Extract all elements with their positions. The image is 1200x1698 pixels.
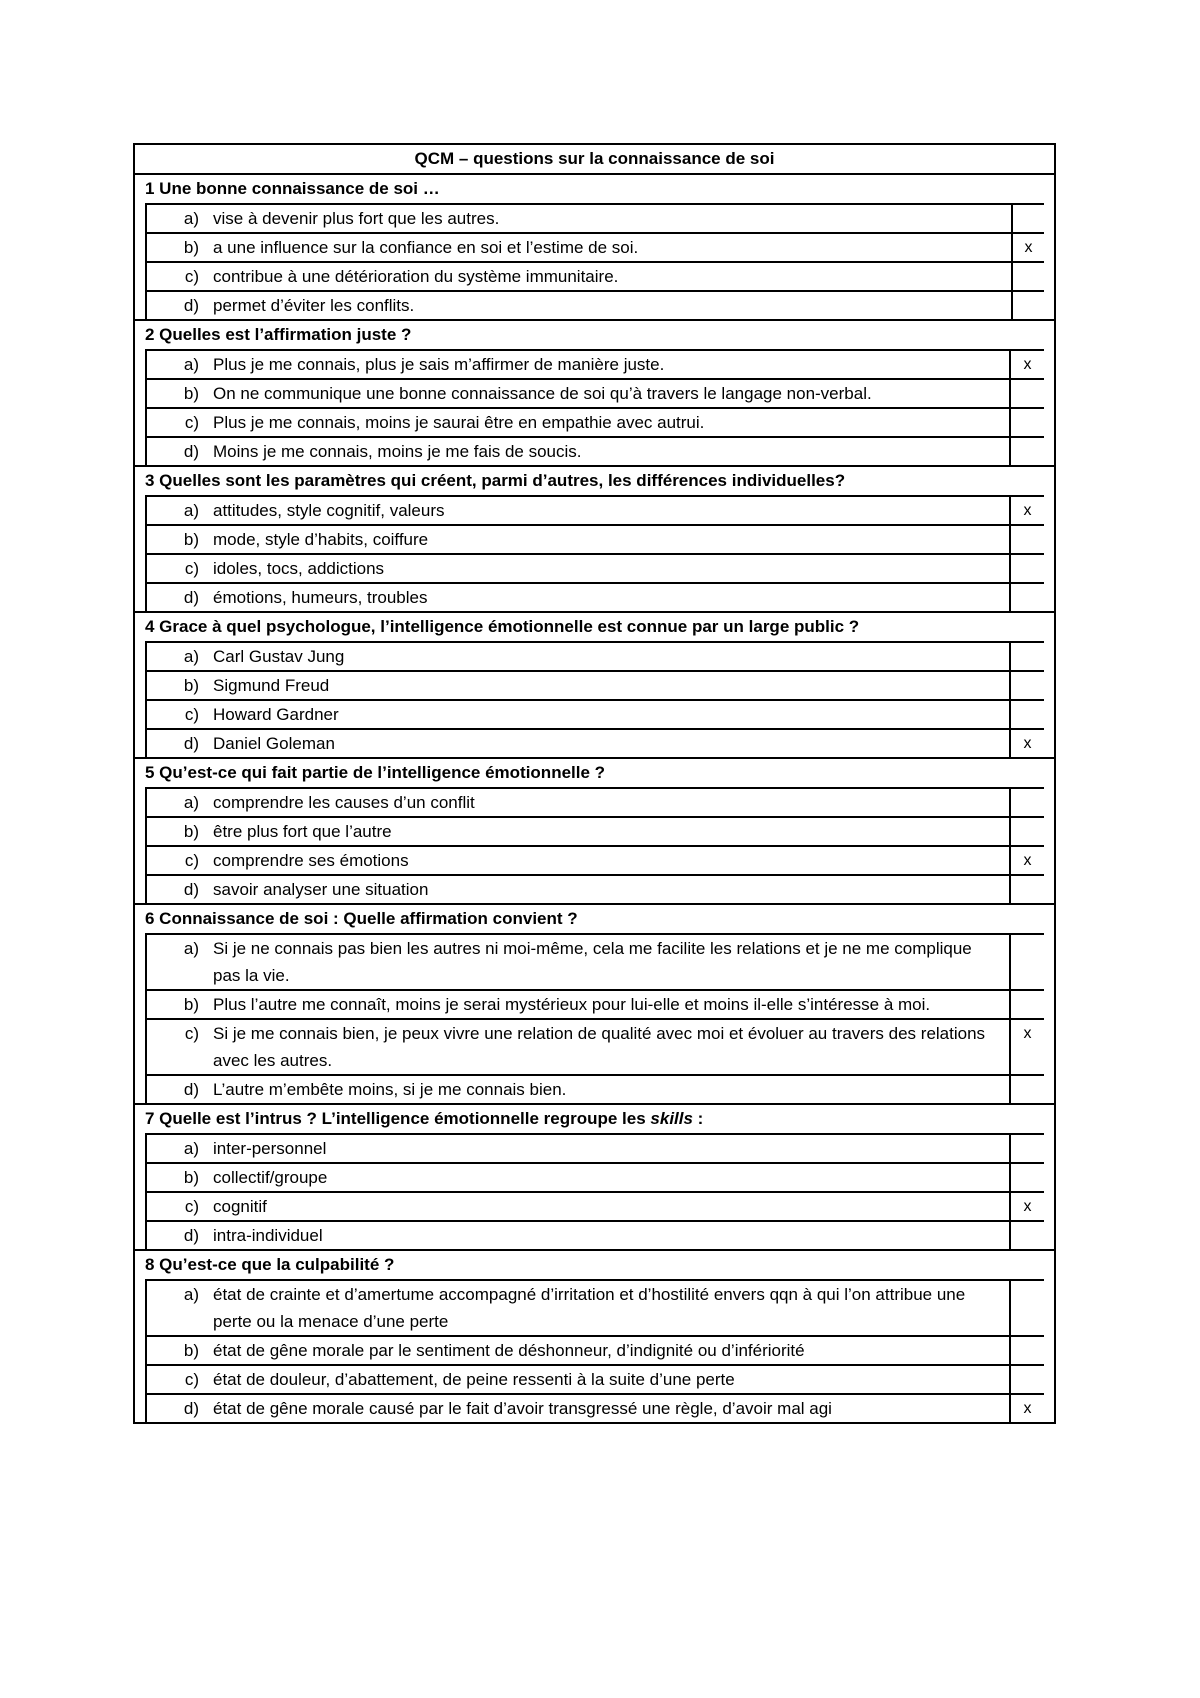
answer-text: état de douleur, d’abattement, de peine ressenti à la suite d’une perte	[213, 1370, 735, 1389]
question-heading	[135, 1105, 1054, 1133]
answer-row	[145, 380, 1044, 409]
answer-row	[145, 876, 1044, 903]
answer-letter: c)	[184, 705, 199, 724]
question-heading: 6 Connaissance de soi : Quelle affirmation convient ?	[145, 909, 578, 928]
answer-text: Moins je me connais, moins je me fais de soucis.	[213, 442, 582, 461]
answer-letter: d)	[183, 1226, 199, 1245]
answer-letter: b)	[183, 1168, 199, 1187]
answer-letter: b)	[183, 995, 199, 1014]
qcm-table	[133, 143, 1056, 1424]
answer-row	[145, 1395, 1044, 1422]
answer-checkbox[interactable]	[1009, 643, 1044, 670]
answer-text: savoir analyser une situation	[213, 880, 429, 899]
answer-checkbox[interactable]	[1009, 526, 1044, 553]
answer-row	[145, 789, 1044, 818]
answer-row	[145, 1164, 1044, 1193]
answer-letter: a)	[183, 501, 199, 520]
answer-checkbox[interactable]: x	[1009, 497, 1044, 524]
answer-text: collectif/groupe	[213, 1168, 328, 1187]
answer-row	[145, 205, 1044, 234]
question-block	[135, 1105, 1054, 1251]
answer-row	[145, 847, 1044, 876]
answer-letter: a)	[183, 939, 199, 958]
answer-letter: b)	[183, 238, 199, 257]
answer-row	[145, 438, 1044, 465]
answer-checkbox[interactable]	[1011, 263, 1044, 290]
answer-letter: c)	[184, 1024, 199, 1043]
answer-text: comprendre ses émotions	[213, 851, 409, 870]
answer-text: idoles, tocs, addictions	[213, 559, 385, 578]
answer-row	[145, 1366, 1044, 1395]
answer-row	[145, 672, 1044, 701]
question-heading: 4 Grace à quel psychologue, l’intelligence émotionnelle est connue par un large public ?	[145, 617, 860, 636]
answer-letter: a)	[183, 647, 199, 666]
answer-letter: b)	[183, 822, 199, 841]
question-block	[135, 759, 1054, 905]
answer-row	[145, 584, 1044, 611]
question-block	[135, 1251, 1054, 1422]
answer-list	[145, 787, 1044, 903]
question-heading: 3 Quelles sont les paramètres qui créent, parmi d’autres, les différences individuelles?	[145, 471, 846, 490]
answer-checkbox[interactable]: x	[1011, 234, 1044, 261]
answer-row	[145, 1337, 1044, 1366]
answer-checkbox[interactable]	[1009, 438, 1044, 465]
answer-text: Daniel Goleman	[213, 734, 335, 753]
answer-checkbox[interactable]	[1009, 1135, 1044, 1162]
answer-text: état de gêne morale par le sentiment de déshonneur, d’indignité ou d’infériorité	[213, 1341, 805, 1360]
answer-text: Si je ne connais pas bien les autres ni moi-même, cela me facilite les relations et je ne me complique pas la vie.	[213, 939, 972, 985]
answer-letter: d)	[183, 588, 199, 607]
answer-letter: d)	[183, 442, 199, 461]
answer-checkbox[interactable]	[1009, 1337, 1044, 1364]
answer-letter: d)	[183, 734, 199, 753]
answer-checkbox[interactable]	[1009, 935, 1044, 989]
answer-checkbox[interactable]: x	[1009, 351, 1044, 378]
answer-text: Plus je me connais, moins je saurai être en empathie avec autrui.	[213, 413, 705, 432]
answer-checkbox[interactable]	[1009, 789, 1044, 816]
answer-list	[145, 495, 1044, 611]
answer-checkbox[interactable]	[1009, 1222, 1044, 1249]
answer-letter: d)	[183, 296, 199, 315]
answer-text: Si je me connais bien, je peux vivre une relation de qualité avec moi et évoluer au travers des relations avec les autres.	[213, 1024, 986, 1070]
answer-checkbox[interactable]	[1009, 818, 1044, 845]
answer-letter: c)	[184, 559, 199, 578]
answer-row	[145, 351, 1044, 380]
answer-checkbox[interactable]	[1009, 672, 1044, 699]
answer-text: Sigmund Freud	[213, 676, 330, 695]
answer-checkbox[interactable]	[1009, 876, 1044, 903]
answer-text: contribue à une détérioration du système immunitaire.	[213, 267, 619, 286]
question-block	[135, 175, 1054, 321]
answer-letter: c)	[184, 1197, 199, 1216]
answer-checkbox[interactable]	[1009, 1076, 1044, 1103]
answer-row	[145, 234, 1044, 263]
answer-text: état de crainte et d’amertume accompagné d’irritation et d’hostilité envers qqn à qui l’on attribue une perte ou la menace d’une perte	[213, 1285, 966, 1331]
answer-row	[145, 409, 1044, 438]
answer-checkbox[interactable]	[1011, 292, 1044, 319]
answer-list	[145, 203, 1044, 319]
answer-row	[145, 818, 1044, 847]
answer-row	[145, 643, 1044, 672]
page-title: QCM – questions sur la connaissance de soi	[135, 145, 1054, 175]
question-heading-part: 7 Quelle est l’intrus ? L’intelligence émotionnelle regroupe les	[145, 1109, 651, 1128]
answer-text: cognitif	[213, 1197, 267, 1216]
answer-row	[145, 1076, 1044, 1103]
answer-row	[145, 991, 1044, 1020]
answer-list	[145, 1279, 1044, 1422]
answer-text: inter-personnel	[213, 1139, 327, 1158]
answer-checkbox[interactable]	[1011, 205, 1044, 232]
answer-checkbox[interactable]	[1009, 380, 1044, 407]
answer-text: permet d’éviter les conflits.	[213, 296, 415, 315]
answer-letter: b)	[183, 1341, 199, 1360]
question-heading: 5 Qu’est-ce qui fait partie de l’intelligence émotionnelle ?	[145, 763, 606, 782]
answer-row	[145, 1135, 1044, 1164]
question-heading: 1 Une bonne connaissance de soi …	[145, 179, 440, 198]
answer-checkbox[interactable]: x	[1009, 847, 1044, 874]
answer-text: être plus fort que l’autre	[213, 822, 392, 841]
answer-checkbox[interactable]	[1009, 584, 1044, 611]
question-heading: 2 Quelles est l’affirmation juste ?	[145, 325, 412, 344]
answer-text: Plus l’autre me connaît, moins je serai mystérieux pour lui-elle et moins il-elle s’intéresse à moi.	[213, 995, 931, 1014]
answer-row	[145, 730, 1044, 757]
answer-row	[145, 701, 1044, 730]
answer-text: attitudes, style cognitif, valeurs	[213, 501, 445, 520]
answer-checkbox[interactable]	[1009, 555, 1044, 582]
answer-checkbox[interactable]	[1009, 991, 1044, 1018]
answer-letter: b)	[183, 384, 199, 403]
answer-letter: d)	[183, 1080, 199, 1099]
answer-letter: c)	[184, 413, 199, 432]
answer-text: mode, style d’habits, coiffure	[213, 530, 429, 549]
answer-letter: a)	[183, 355, 199, 374]
answer-row	[145, 935, 1044, 991]
answer-text: vise à devenir plus fort que les autres.	[213, 209, 500, 228]
answer-text: comprendre les causes d’un conflit	[213, 793, 475, 812]
answer-letter: a)	[183, 209, 199, 228]
answer-text: émotions, humeurs, troubles	[213, 588, 428, 607]
answer-checkbox[interactable]: x	[1009, 1193, 1044, 1220]
answer-checkbox[interactable]: x	[1009, 1020, 1044, 1074]
answer-text: Howard Gardner	[213, 705, 339, 724]
answer-text: Carl Gustav Jung	[213, 647, 345, 666]
question-heading-part: :	[692, 1109, 704, 1128]
answer-text: a une influence sur la confiance en soi et l’estime de soi.	[213, 238, 639, 257]
answer-checkbox[interactable]	[1009, 701, 1044, 728]
answer-row	[145, 1193, 1044, 1222]
question-block	[135, 613, 1054, 759]
answer-text: On ne communique une bonne connaissance de soi qu’à travers le langage non-verbal.	[213, 384, 872, 403]
question-heading-italic: skills	[650, 1109, 693, 1128]
answer-row	[145, 555, 1044, 584]
answer-list	[145, 349, 1044, 465]
answer-list	[145, 933, 1044, 1103]
answer-row	[145, 1281, 1044, 1337]
answer-text: état de gêne morale causé par le fait d’avoir transgressé une règle, d’avoir mal agi	[213, 1399, 832, 1418]
answer-letter: d)	[183, 880, 199, 899]
answer-letter: a)	[183, 1139, 199, 1158]
answer-text: L’autre m’embête moins, si je me connais bien.	[213, 1080, 567, 1099]
question-list	[135, 175, 1054, 1422]
answer-letter: c)	[184, 267, 199, 286]
question-block	[135, 467, 1054, 613]
answer-list	[145, 641, 1044, 757]
answer-row	[145, 292, 1044, 319]
answer-row	[145, 263, 1044, 292]
answer-checkbox[interactable]: x	[1009, 1395, 1044, 1422]
question-block	[135, 321, 1054, 467]
answer-letter: b)	[183, 530, 199, 549]
answer-row	[145, 497, 1044, 526]
answer-letter: a)	[183, 1285, 199, 1304]
answer-text: Plus je me connais, plus je sais m’affirmer de manière juste.	[213, 355, 665, 374]
answer-list	[145, 1133, 1044, 1249]
answer-letter: a)	[183, 793, 199, 812]
answer-checkbox[interactable]	[1009, 1164, 1044, 1191]
answer-letter: d)	[183, 1399, 199, 1418]
answer-checkbox[interactable]	[1009, 409, 1044, 436]
answer-text: intra-individuel	[213, 1226, 323, 1245]
question-heading: 8 Qu’est-ce que la culpabilité ?	[145, 1255, 395, 1274]
answer-checkbox[interactable]: x	[1009, 730, 1044, 757]
answer-letter: c)	[184, 1370, 199, 1389]
answer-letter: c)	[184, 851, 199, 870]
answer-checkbox[interactable]	[1009, 1281, 1044, 1335]
answer-row	[145, 526, 1044, 555]
answer-row	[145, 1222, 1044, 1249]
answer-checkbox[interactable]	[1009, 1366, 1044, 1393]
answer-row	[145, 1020, 1044, 1076]
question-block	[135, 905, 1054, 1105]
answer-letter: b)	[183, 676, 199, 695]
